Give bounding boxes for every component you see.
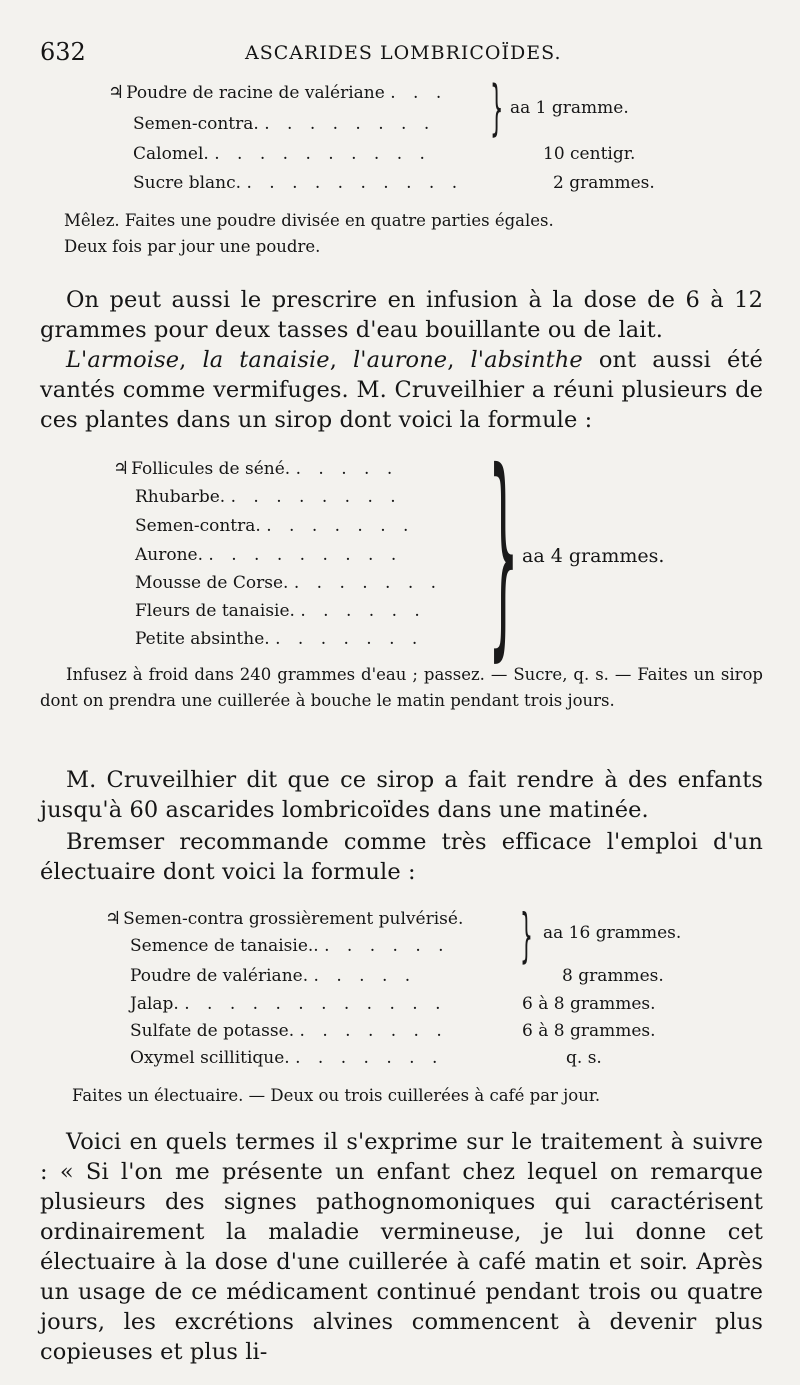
rx2-item: Petite absinthe. . . . . . . .	[135, 629, 424, 649]
rx2-item: Semen-contra. . . . . . . .	[135, 516, 415, 536]
rx1-qty: 2 grammes.	[553, 173, 655, 193]
recipe-sign-icon: ♃	[113, 458, 130, 479]
brace-icon: }	[488, 424, 519, 680]
rx3-qty: q. s.	[566, 1048, 602, 1068]
rx3-item: Sulfate de potasse. . . . . . . .	[130, 1021, 448, 1041]
brace-icon: }	[490, 73, 504, 143]
rx1-item: ♃ Poudre de racine de valériane . . .	[108, 82, 448, 103]
recipe-sign-icon: ♃	[105, 908, 122, 929]
rx1-qty: 10 centigr.	[543, 144, 636, 164]
rx1-item: Semen-contra. . . . . . . . .	[133, 114, 436, 134]
rx3-item: ♃ Semen-contra grossièrement pulvérisé.	[105, 908, 464, 929]
rx1-item: Calomel. . . . . . . . . . .	[133, 144, 431, 164]
recipe-sign-icon: ♃	[108, 82, 125, 103]
paragraph-cruveilhier: M. Cruveilhier dit que ce sirop a fait rendre à des enfants jusqu'à 60 ascarides lombricoïdes dans une matinée.	[40, 767, 763, 823]
rx1-shared-qty: aa 1 gramme.	[510, 98, 629, 118]
rx3-shared-qty: aa 16 grammes.	[543, 923, 682, 943]
rx2-shared-qty: aa 4 grammes.	[522, 545, 665, 567]
rx3-qty: 8 grammes.	[562, 966, 664, 986]
rx3-item: Oxymel scillitique. . . . . . . .	[130, 1048, 444, 1068]
rx3-item: Jalap. . . . . . . . . . . . .	[130, 994, 447, 1014]
rx2-item: Mousse de Corse. . . . . . . .	[135, 573, 443, 593]
rx3-item: Poudre de valériane. . . . . .	[130, 966, 417, 986]
rx1-instructions: Mêlez. Faites une poudre divisée en quatre parties égales. Deux fois par jour une poudre.	[64, 211, 554, 256]
brace-icon: }	[520, 901, 533, 969]
paragraph-infusion: On peut aussi le prescrire en infusion à la dose de 6 à 12 grammes pour deux tasses d'eau bouillante ou de lait.	[40, 287, 763, 343]
rx2-item: ♃ Follicules de séné. . . . . .	[113, 458, 399, 479]
rx2-item: Aurone. . . . . . . . . .	[135, 545, 403, 565]
rx1-item: Sucre blanc. . . . . . . . . . .	[133, 173, 464, 193]
page-number: 632	[40, 38, 86, 66]
paragraph-plants: L'armoise, la tanaisie, l'aurone, l'absinthe ont aussi été vantés comme vermifuges. M. Cruveilhier a réuni plusieurs de ces plantes dans un sirop dont voici la formule :	[40, 347, 763, 433]
running-title: ASCARIDES LOMBRICOÏDES.	[245, 42, 562, 64]
rx2-instructions: Infusez à froid dans 240 grammes d'eau ; passez. — Sucre, q. s. — Faites un sirop dont on prendra une cuillerée à bouche le matin pendant trois jours.	[40, 665, 763, 710]
rx3-item: Semence de tanaisie.. . . . . . .	[130, 936, 450, 956]
rx2-item: Rhubarbe. . . . . . . . .	[135, 487, 402, 507]
rx3-instructions: Faites un électuaire. — Deux ou trois cuillerées à café par jour.	[72, 1086, 601, 1105]
paragraph-treatment: Voici en quels termes il s'exprime sur le traitement à suivre : « Si l'on me présente un enfant chez lequel on remarque plusieurs des signes pathognomoniques qui caractérisent ordinairement la maladie vermineuse, je lui donne cet électuaire à la dose d'une cuillerée à café matin et soir. Après un usage de ce médicament continué pendant trois ou quatre jours, les excrétions alvines commencent à devenir plus copieuses et plus li-	[40, 1129, 763, 1365]
rx3-qty: 6 à 8 grammes.	[522, 1021, 656, 1041]
rx3-qty: 6 à 8 grammes.	[522, 994, 656, 1014]
rx2-item: Fleurs de tanaisie. . . . . . .	[135, 601, 426, 621]
page-header	[40, 38, 760, 68]
paragraph-bremser: Bremser recommande comme très efficace l'emploi d'un électuaire dont voici la formule :	[40, 829, 763, 885]
